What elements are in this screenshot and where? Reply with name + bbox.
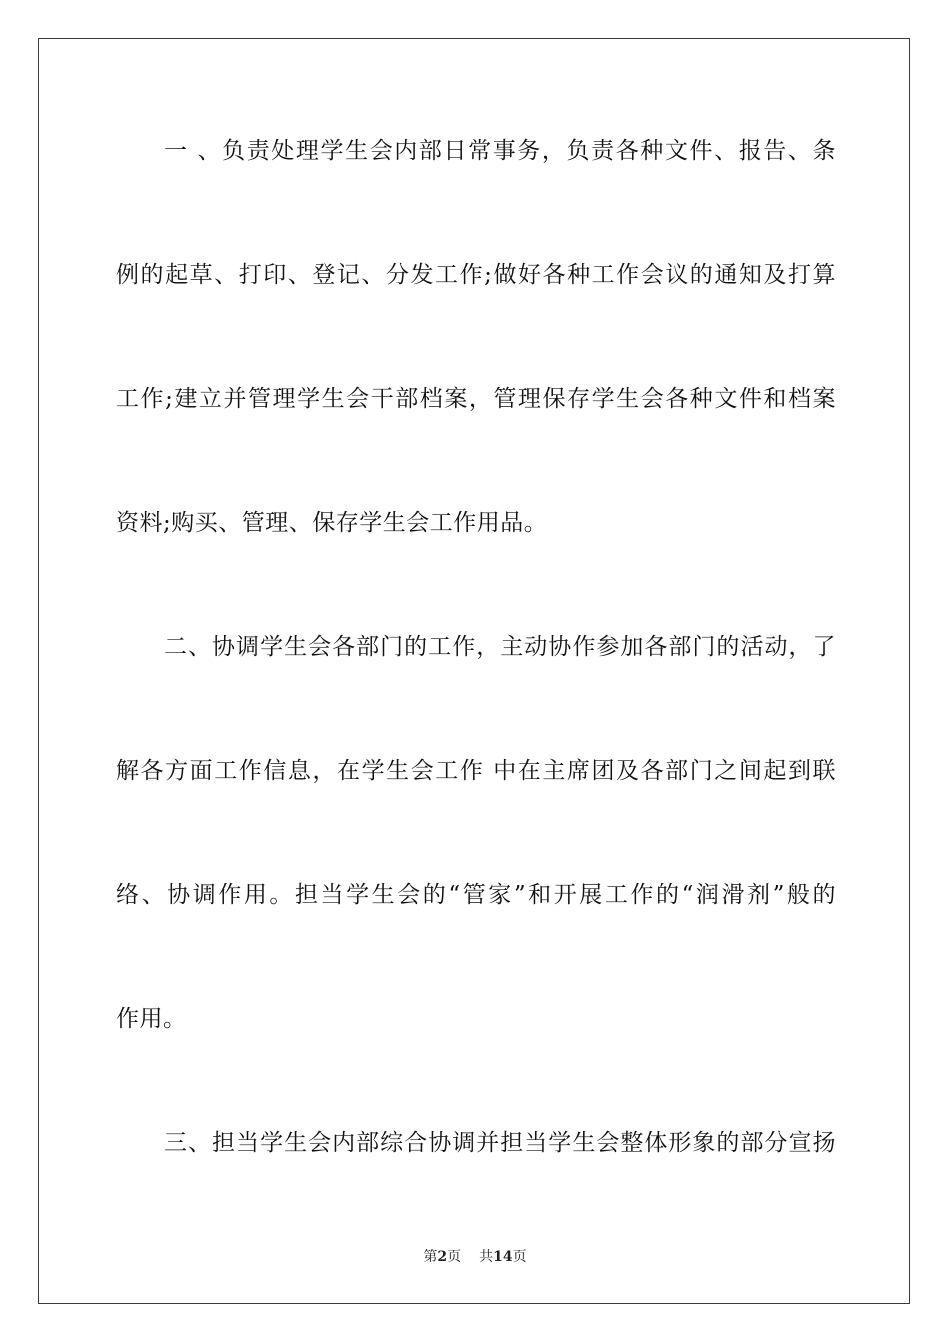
- page-footer: [0, 1248, 950, 1266]
- total-pages: 14: [493, 1249, 513, 1265]
- page-suffix: 页: [447, 1249, 462, 1265]
- total-prefix: 共: [479, 1249, 494, 1265]
- paragraph-1-line-3: 工作;建立并管理学生会干部档案，管理保存学生会各种文件和档案: [116, 386, 836, 412]
- paragraph-2-line-1: 二、协调学生会各部门的工作，主动协作参加各部门的活动，了: [164, 634, 836, 660]
- page-border: [38, 38, 910, 1304]
- page-number: 2: [437, 1249, 448, 1265]
- total-suffix: 页: [512, 1249, 527, 1265]
- paragraph-1-line-4: 资料;购买、管理、保存学生会工作用品。: [116, 510, 548, 536]
- paragraph-1-line-1: 一 、负责处理学生会内部日常事务，负责各种文件、报告、条: [164, 138, 836, 164]
- paragraph-2-line-2: 解各方面工作信息，在学生会工作 中在主席团及各部门之间起到联: [116, 758, 836, 784]
- paragraph-2-line-3: 络、协调作用。担当学生会的“管家”和开展工作的“润滑剂”般的: [116, 882, 836, 908]
- paragraph-2-line-4: 作用。: [116, 1006, 187, 1032]
- paragraph-1-line-2: 例的起草、打印、登记、分发工作;做好各种工作会议的通知及打算: [116, 262, 836, 288]
- page-prefix: 第: [423, 1249, 438, 1265]
- paragraph-3-line-1: 三、担当学生会内部综合协调并担当学生会整体形象的部分宣扬: [164, 1130, 836, 1156]
